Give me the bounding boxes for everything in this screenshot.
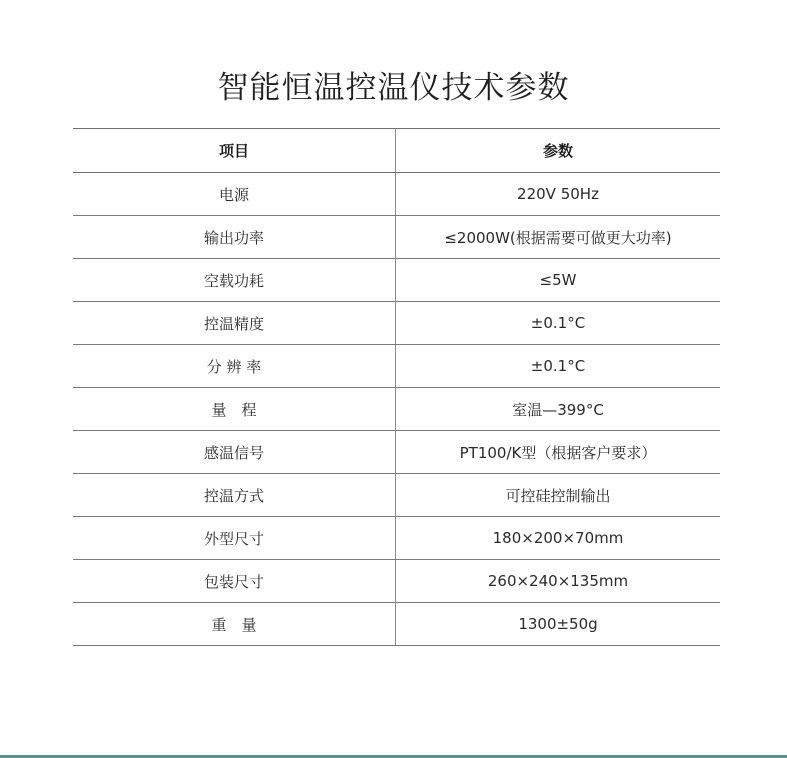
row-label: 输出功率	[73, 216, 396, 259]
row-value: 室温—399°C	[396, 388, 721, 431]
row-label: 量 程	[73, 388, 396, 431]
spec-table	[73, 128, 720, 646]
row-value: 1300±50g	[396, 603, 721, 646]
page-title: 智能恒温控温仪技术参数	[217, 70, 570, 106]
table-row	[73, 560, 720, 603]
row-label: 控温方式	[73, 474, 396, 517]
row-label: 控温精度	[73, 302, 396, 345]
row-value: 260×240×135mm	[396, 560, 721, 603]
table-header-row	[73, 129, 720, 173]
table-row	[73, 259, 720, 302]
table-row	[73, 345, 720, 388]
row-value: ≤2000W(根据需要可做更大功率)	[396, 216, 721, 259]
table-row	[73, 302, 720, 345]
row-value: PT100/K型（根据客户要求）	[396, 431, 721, 474]
row-label: 空载功耗	[73, 259, 396, 302]
row-value: 220V 50Hz	[396, 173, 721, 216]
row-value: 可控硅控制输出	[396, 474, 721, 517]
table-row	[73, 388, 720, 431]
table-row	[73, 216, 720, 259]
table-row	[73, 517, 720, 560]
row-label: 电源	[73, 173, 396, 216]
table-row	[73, 173, 720, 216]
row-value: 180×200×70mm	[396, 517, 721, 560]
header-item: 项目	[73, 129, 396, 173]
row-label: 外型尺寸	[73, 517, 396, 560]
row-value: ≤5W	[396, 259, 721, 302]
row-label: 分 辨 率	[73, 345, 396, 388]
table-row	[73, 431, 720, 474]
row-value: ±0.1°C	[396, 345, 721, 388]
row-value: ±0.1°C	[396, 302, 721, 345]
header-value: 参数	[396, 129, 721, 173]
table-row	[73, 474, 720, 517]
row-label: 重 量	[73, 603, 396, 646]
table-row	[73, 603, 720, 646]
row-label: 感温信号	[73, 431, 396, 474]
row-label: 包装尺寸	[73, 560, 396, 603]
